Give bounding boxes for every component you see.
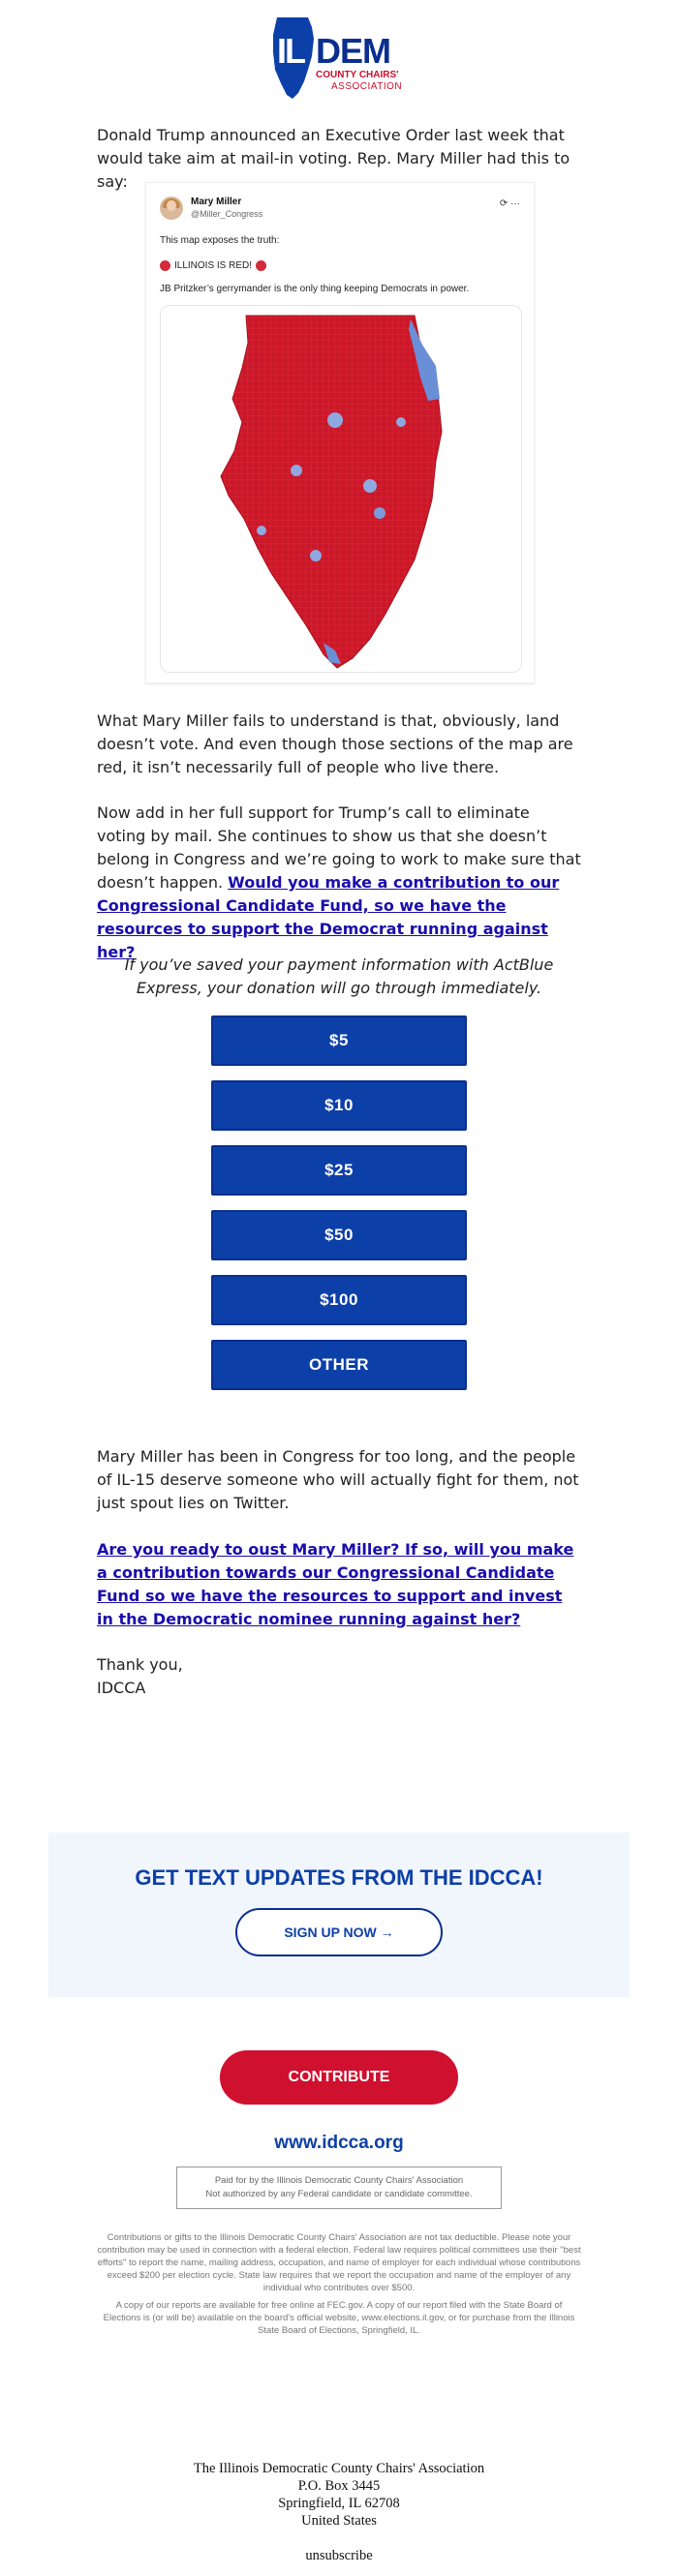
donate-10-button[interactable]: $10 (211, 1080, 467, 1131)
logo-dem: DEM (316, 31, 390, 71)
text-updates-section (48, 1833, 630, 1997)
paid-for-box (176, 2167, 502, 2209)
tweet-text-line (160, 260, 266, 271)
sign-up-button[interactable]: SIGN UP NOW → (235, 1908, 443, 1956)
tweet-text-line: JB Pritzker’s gerrymander is the only thing keeping Democrats in power. (160, 284, 470, 294)
logo-association: ASSOCIATION (331, 81, 403, 92)
illinois-election-map (161, 306, 521, 672)
po-box: P.O. Box 3445 (297, 2478, 381, 2494)
red-circle-icon (256, 260, 266, 271)
donate-50-button[interactable]: $50 (211, 1210, 467, 1260)
actblue-note: If you’ve saved your payment information with ActBlue Express, your donation will go through immediately. (124, 955, 554, 997)
tweet-text-line: This map exposes the truth: (160, 235, 280, 246)
city-line: Springfield, IL 62708 (278, 2496, 400, 2511)
tweet-text-emphasis: ILLINOIS IS RED! (174, 260, 253, 271)
rebuttal-paragraph: What Mary Miller fails to understand is that, obviously, land doesn’t vote. And even though those sections of the map are red, it isn’t necessarily full of people who live there. (97, 712, 573, 776)
org-name: The Illinois Democratic County Chairs' Association (193, 2461, 485, 2476)
website-link[interactable]: www.idcca.org (274, 2133, 404, 2153)
not-authorized-line: Not authorized by any Federal candidate or candidate committee. (205, 2189, 473, 2199)
oust-contribute-link[interactable]: Are you ready to oust Mary Miller? If so, will you make a contribution towards our Congressional Candidate Fund so we have the resources to support and invest in the Democratic nominee running against her? (97, 1540, 574, 1628)
paid-for-line: Paid for by the Illinois Democratic County Chairs' Association (214, 2175, 464, 2186)
disclaimer-text: Contributions or gifts to the Illinois Democratic County Chairs' Association are not tax deductible. Please note your contribution may be used in connection with a federal election. Federal law requires political committees use their "best efforts" to report the name, mailing address, occupation, and name of employer for each individual whose contributions exceed $200 per election cycle. State law requires that we report the occupation and name of the employer of any individual who contributes over $500. (97, 2232, 581, 2293)
signature: IDCCA (97, 1679, 146, 1697)
logo-county-chairs: COUNTY CHAIRS' (316, 70, 399, 80)
avatar (160, 197, 183, 220)
donate-other-button[interactable]: OTHER (211, 1340, 467, 1390)
tweet-author-handle: @Miller_Congress (191, 209, 263, 219)
call-paragraph-text: Now add in her full support for Trump’s call to eliminate voting by mail. She continues to show us that she doesn’t belong in Congress and we’re going to work to make sure that doesn’t happen. (97, 803, 581, 892)
oust-paragraph (97, 1538, 581, 1631)
country-line: United States (301, 2513, 377, 2529)
red-circle-icon (160, 260, 170, 271)
donate-25-button[interactable]: $25 (211, 1145, 467, 1196)
contribute-button[interactable]: CONTRIBUTE (220, 2050, 458, 2105)
reports-text: A copy of our reports are available for free online at FEC.gov. A copy of our report filed with the State Board of Elections is (or will be) available on the board's official website, www.elections.il.gov, or for purchase from the Illinois State Board of Elections, Springfield, IL. (103, 2300, 575, 2336)
logo-il: IL (277, 31, 304, 71)
unsubscribe-link[interactable]: unsubscribe (305, 2548, 373, 2563)
donate-5-button[interactable]: $5 (211, 1015, 467, 1066)
idcca-logo (269, 14, 415, 103)
donate-100-button[interactable]: $100 (211, 1275, 467, 1325)
embedded-tweet[interactable] (145, 182, 535, 683)
text-updates-title: GET TEXT UPDATES FROM THE IDCCA! (135, 1865, 543, 1890)
thanks-text: Thank you, (97, 1655, 183, 1674)
contribute-link[interactable]: Would you make a contribution to our Congressional Candidate Fund, so we have the resources to support the Democrat running against her? (97, 873, 560, 961)
closing-paragraph: Mary Miller has been in Congress for too long, and the people of IL-15 deserve someone who will actually fight for them, not just spout lies on Twitter. (97, 1447, 579, 1512)
intro-paragraph: Donald Trump announced an Executive Order last week that would take aim at mail-in voting. Rep. Mary Miller had this to say: (97, 126, 570, 191)
tweet-map-image[interactable] (160, 305, 522, 673)
tweet-author-name: Mary Miller (191, 197, 242, 207)
call-paragraph (97, 802, 581, 964)
tweet-actions-icon[interactable]: ⟳ ··· (499, 198, 520, 209)
